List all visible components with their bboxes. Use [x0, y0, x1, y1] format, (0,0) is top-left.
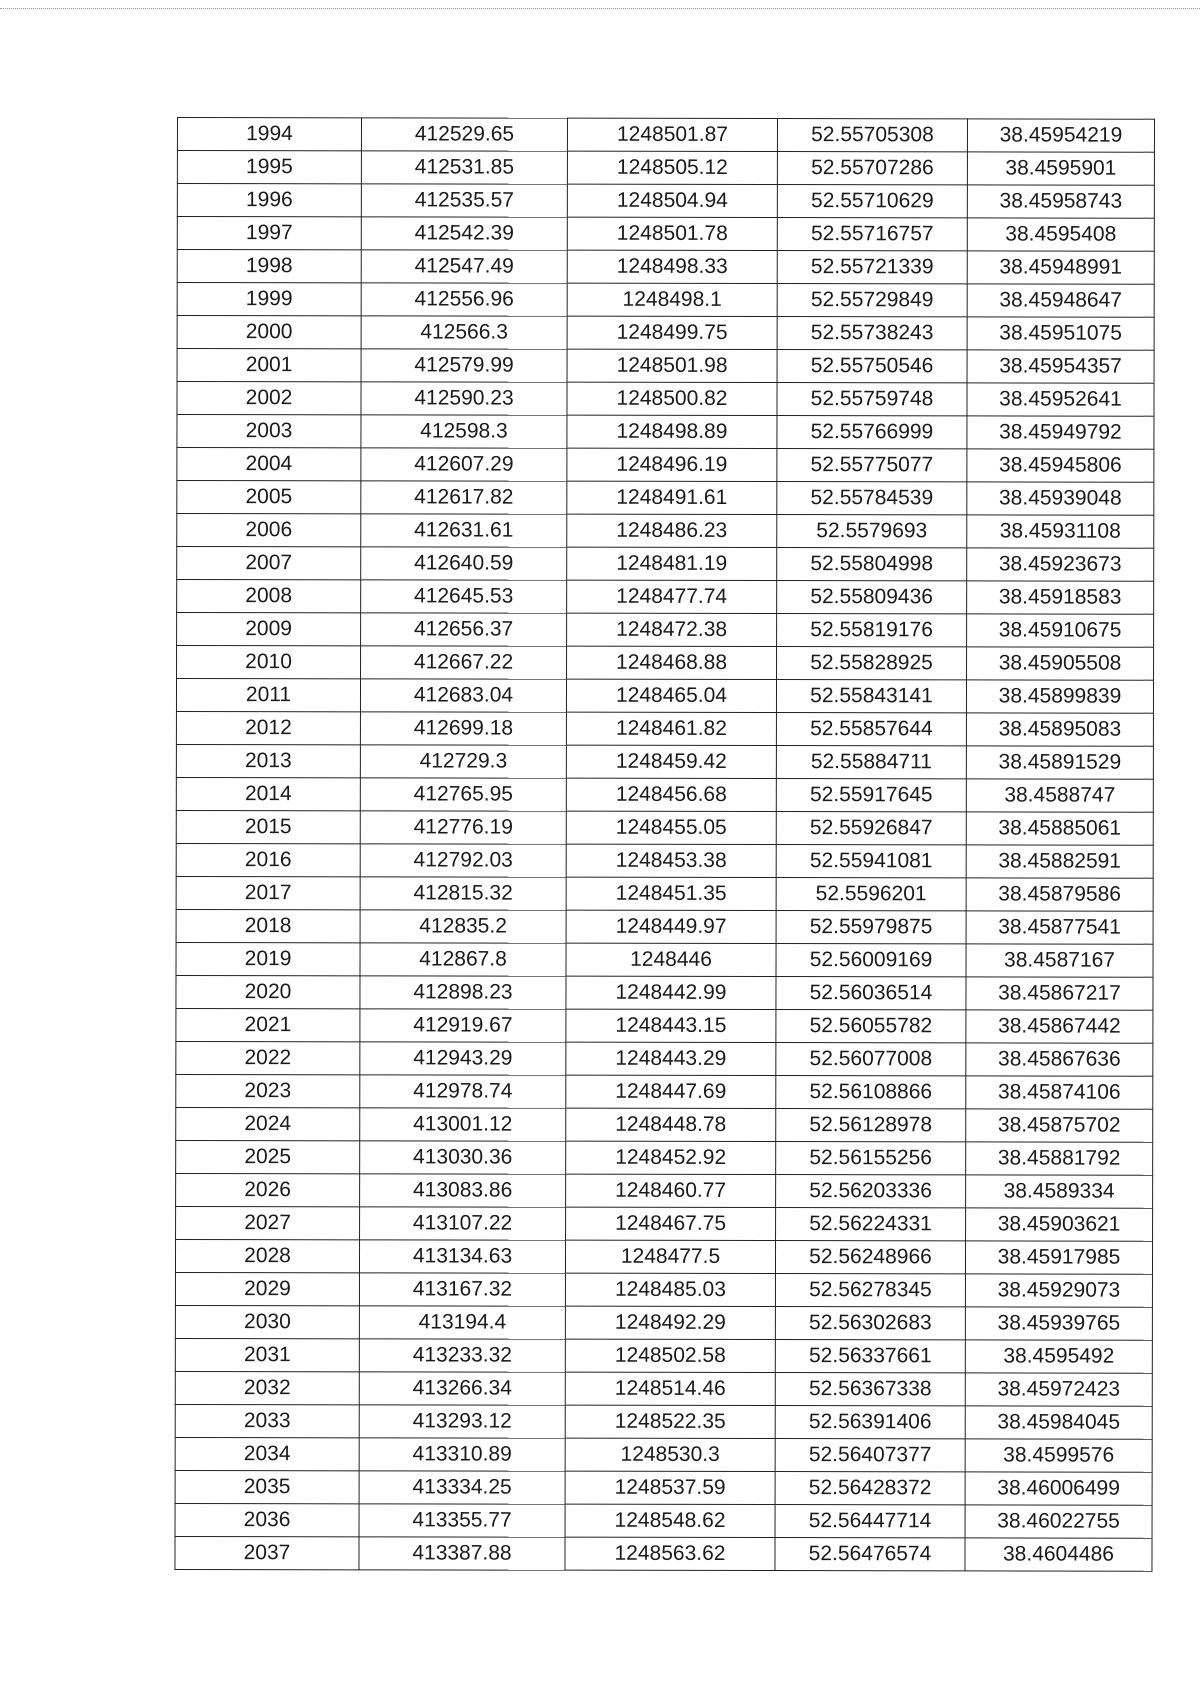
- year-cell: 2017: [176, 876, 360, 909]
- year-cell: 2031: [175, 1338, 359, 1371]
- year-cell: 2006: [177, 514, 361, 547]
- longitude-cell: 38.45867217: [966, 977, 1153, 1010]
- northing-cell: 1248492.29: [565, 1306, 775, 1339]
- year-cell: 2005: [177, 481, 361, 514]
- northing-cell: 1248496.19: [567, 448, 777, 481]
- northing-cell: 1248443.15: [566, 1009, 776, 1042]
- latitude-cell: 52.56278345: [775, 1274, 965, 1307]
- longitude-cell: 38.4588747: [966, 779, 1153, 812]
- easting-cell: 413293.12: [359, 1405, 565, 1438]
- latitude-cell: 52.55707286: [777, 152, 967, 185]
- northing-cell: 1248465.04: [566, 679, 776, 712]
- northing-cell: 1248477.5: [565, 1240, 775, 1273]
- easting-cell: 412556.96: [361, 283, 567, 316]
- easting-cell: 413167.32: [359, 1273, 565, 1306]
- longitude-cell: 38.45954219: [967, 119, 1154, 152]
- easting-cell: 412776.19: [360, 811, 566, 844]
- longitude-cell: 38.45972423: [965, 1373, 1152, 1406]
- longitude-cell: 38.45945806: [967, 449, 1154, 482]
- longitude-cell: 38.4595492: [965, 1340, 1152, 1373]
- table-row: [175, 1437, 1152, 1472]
- longitude-cell: 38.4589334: [966, 1175, 1153, 1208]
- northing-cell: 1248452.92: [566, 1141, 776, 1174]
- easting-cell: 413030.36: [360, 1141, 566, 1174]
- longitude-cell: 38.45952641: [967, 383, 1154, 416]
- latitude-cell: 52.56248966: [775, 1241, 965, 1274]
- northing-cell: 1248472.38: [567, 613, 777, 646]
- northing-cell: 1248481.19: [567, 547, 777, 580]
- longitude-cell: 38.45958743: [967, 185, 1154, 218]
- table-row: [177, 547, 1154, 582]
- northing-cell: 1248563.62: [565, 1537, 775, 1570]
- year-cell: 2012: [176, 711, 360, 744]
- year-cell: 2029: [175, 1272, 359, 1305]
- northing-cell: 1248491.61: [567, 481, 777, 514]
- table-row: [175, 1305, 1152, 1340]
- table-row: [175, 1338, 1152, 1373]
- latitude-cell: 52.56337661: [775, 1340, 965, 1373]
- coordinate-table: [174, 117, 1155, 1572]
- easting-cell: 412645.53: [361, 580, 567, 613]
- latitude-cell: 52.55750546: [777, 350, 967, 383]
- table-row: [176, 1008, 1153, 1043]
- longitude-cell: 38.45939765: [965, 1307, 1152, 1340]
- latitude-cell: 52.56108866: [776, 1076, 966, 1109]
- latitude-cell: 52.56407377: [775, 1439, 965, 1472]
- northing-cell: 1248448.78: [566, 1108, 776, 1141]
- longitude-cell: 38.46022755: [965, 1505, 1152, 1538]
- longitude-cell: 38.4595408: [967, 218, 1154, 251]
- year-cell: 2002: [177, 382, 361, 415]
- year-cell: 2007: [177, 547, 361, 580]
- table-row: [176, 942, 1153, 977]
- year-cell: 2013: [176, 744, 360, 777]
- year-cell: 1998: [177, 250, 361, 283]
- year-cell: 2021: [176, 1008, 360, 1041]
- table-row: [177, 580, 1154, 615]
- latitude-cell: 52.55710629: [777, 185, 967, 218]
- easting-cell: 413334.25: [359, 1471, 565, 1504]
- easting-cell: 412699.18: [360, 712, 566, 745]
- latitude-cell: 52.55784539: [777, 482, 967, 515]
- latitude-cell: 52.56447714: [775, 1505, 965, 1538]
- northing-cell: 1248501.87: [567, 118, 777, 151]
- easting-cell: 412598.3: [361, 415, 567, 448]
- northing-cell: 1248442.99: [566, 976, 776, 1009]
- latitude-cell: 52.56203336: [776, 1175, 966, 1208]
- year-cell: 2023: [176, 1074, 360, 1107]
- scan-edge-line: [0, 8, 1200, 9]
- year-cell: 2037: [175, 1536, 359, 1569]
- latitude-cell: 52.56428372: [775, 1472, 965, 1505]
- latitude-cell: 52.55775077: [777, 449, 967, 482]
- longitude-cell: 38.45918583: [967, 581, 1154, 614]
- northing-cell: 1248451.35: [566, 877, 776, 910]
- latitude-cell: 52.55941081: [776, 845, 966, 878]
- northing-cell: 1248501.98: [567, 349, 777, 382]
- latitude-cell: 52.55828925: [777, 647, 967, 680]
- latitude-cell: 52.55721339: [777, 251, 967, 284]
- northing-cell: 1248453.38: [566, 844, 776, 877]
- easting-cell: 413355.77: [359, 1504, 565, 1537]
- table-row: [176, 810, 1153, 845]
- easting-cell: 412815.32: [360, 877, 566, 910]
- latitude-cell: 52.55759748: [777, 383, 967, 416]
- longitude-cell: 38.45882591: [966, 845, 1153, 878]
- longitude-cell: 38.4587167: [966, 944, 1153, 977]
- easting-cell: 412667.22: [361, 646, 567, 679]
- easting-cell: 413233.32: [359, 1339, 565, 1372]
- table-row: [177, 514, 1154, 549]
- table-row: [177, 415, 1154, 450]
- longitude-cell: 38.46006499: [965, 1472, 1152, 1505]
- northing-cell: 1248460.77: [566, 1174, 776, 1207]
- latitude-cell: 52.56036514: [776, 977, 966, 1010]
- year-cell: 2024: [176, 1107, 360, 1140]
- coordinate-table-body: [175, 118, 1155, 1572]
- longitude-cell: 38.45929073: [965, 1274, 1152, 1307]
- year-cell: 2035: [175, 1470, 359, 1503]
- northing-cell: 1248502.58: [565, 1339, 775, 1372]
- year-cell: 2011: [176, 679, 360, 712]
- northing-cell: 1248485.03: [565, 1273, 775, 1306]
- table-row: [176, 744, 1153, 779]
- northing-cell: 1248548.62: [565, 1504, 775, 1537]
- easting-cell: 412765.95: [360, 778, 566, 811]
- latitude-cell: 52.55738243: [777, 317, 967, 350]
- year-cell: 2032: [175, 1371, 359, 1404]
- northing-cell: 1248498.33: [567, 250, 777, 283]
- northing-cell: 1248500.82: [567, 382, 777, 415]
- table-row: [177, 349, 1154, 384]
- northing-cell: 1248530.3: [565, 1438, 775, 1471]
- northing-cell: 1248486.23: [567, 514, 777, 547]
- latitude-cell: 52.55766999: [777, 416, 967, 449]
- easting-cell: 413001.12: [360, 1108, 566, 1141]
- year-cell: 2014: [176, 777, 360, 810]
- longitude-cell: 38.45948991: [967, 251, 1154, 284]
- year-cell: 2022: [176, 1041, 360, 1074]
- longitude-cell: 38.4595901: [967, 152, 1154, 185]
- easting-cell: 412792.03: [360, 844, 566, 877]
- year-cell: 2019: [176, 942, 360, 975]
- table-row: [176, 1041, 1153, 1076]
- latitude-cell: 52.55926847: [776, 812, 966, 845]
- year-cell: 2030: [175, 1305, 359, 1338]
- easting-cell: 413107.22: [360, 1207, 566, 1240]
- longitude-cell: 38.45877541: [966, 911, 1153, 944]
- easting-cell: 413194.4: [359, 1306, 565, 1339]
- year-cell: 1996: [177, 184, 361, 217]
- northing-cell: 1248449.97: [566, 910, 776, 943]
- table-row: [177, 217, 1154, 252]
- year-cell: 2034: [175, 1437, 359, 1470]
- longitude-cell: 38.45881792: [966, 1142, 1153, 1175]
- table-row: [175, 1470, 1152, 1505]
- easting-cell: 412729.3: [360, 745, 566, 778]
- easting-cell: 412867.8: [360, 943, 566, 976]
- northing-cell: 1248504.94: [567, 184, 777, 217]
- table-row: [176, 777, 1153, 812]
- table-row: [177, 118, 1154, 153]
- easting-cell: 413310.89: [359, 1438, 565, 1471]
- latitude-cell: 52.56302683: [775, 1307, 965, 1340]
- latitude-cell: 52.5596201: [776, 878, 966, 911]
- table-row: [177, 250, 1154, 285]
- longitude-cell: 38.45879586: [966, 878, 1153, 911]
- northing-cell: 1248522.35: [565, 1405, 775, 1438]
- year-cell: 2027: [176, 1206, 360, 1239]
- longitude-cell: 38.45903621: [966, 1208, 1153, 1241]
- table-row: [176, 909, 1153, 944]
- longitude-cell: 38.45910675: [967, 614, 1154, 647]
- easting-cell: 412683.04: [360, 679, 566, 712]
- northing-cell: 1248459.42: [566, 745, 776, 778]
- year-cell: 2033: [175, 1404, 359, 1437]
- latitude-cell: 52.55917645: [776, 779, 966, 812]
- northing-cell: 1248499.75: [567, 316, 777, 349]
- latitude-cell: 52.55979875: [776, 911, 966, 944]
- year-cell: 1997: [177, 217, 361, 250]
- table-row: [177, 613, 1154, 648]
- latitude-cell: 52.56128978: [776, 1109, 966, 1142]
- northing-cell: 1248455.05: [566, 811, 776, 844]
- year-cell: 2028: [175, 1239, 359, 1272]
- longitude-cell: 38.45951075: [967, 317, 1154, 350]
- table-row: [175, 1536, 1152, 1571]
- longitude-cell: 38.45931108: [967, 515, 1154, 548]
- year-cell: 2025: [176, 1140, 360, 1173]
- latitude-cell: 52.55857644: [776, 713, 966, 746]
- latitude-cell: 52.56009169: [776, 944, 966, 977]
- table-row: [176, 1206, 1153, 1241]
- easting-cell: 412542.39: [361, 217, 567, 250]
- easting-cell: 412535.57: [361, 184, 567, 217]
- year-cell: 2000: [177, 316, 361, 349]
- year-cell: 2018: [176, 909, 360, 942]
- year-cell: 1994: [177, 118, 361, 151]
- table-row: [177, 316, 1154, 351]
- longitude-cell: 38.45867442: [966, 1010, 1153, 1043]
- northing-cell: 1248446: [566, 943, 776, 976]
- northing-cell: 1248443.29: [566, 1042, 776, 1075]
- northing-cell: 1248537.59: [565, 1471, 775, 1504]
- easting-cell: 412547.49: [361, 250, 567, 283]
- easting-cell: 412943.29: [360, 1042, 566, 1075]
- northing-cell: 1248477.74: [567, 580, 777, 613]
- longitude-cell: 38.4599576: [965, 1439, 1152, 1472]
- longitude-cell: 38.45939048: [967, 482, 1154, 515]
- northing-cell: 1248498.1: [567, 283, 777, 316]
- table-row: [175, 1371, 1152, 1406]
- table-row: [177, 481, 1154, 516]
- table-row: [175, 1239, 1152, 1274]
- table-row: [176, 876, 1153, 911]
- longitude-cell: 38.45891529: [966, 746, 1153, 779]
- easting-cell: 412590.23: [361, 382, 567, 415]
- longitude-cell: 38.45923673: [967, 548, 1154, 581]
- easting-cell: 412579.99: [361, 349, 567, 382]
- latitude-cell: 52.56224331: [776, 1208, 966, 1241]
- table-row: [175, 1272, 1152, 1307]
- latitude-cell: 52.56476574: [775, 1538, 965, 1571]
- longitude-cell: 38.45874106: [966, 1076, 1153, 1109]
- latitude-cell: 52.55809436: [777, 581, 967, 614]
- year-cell: 2008: [177, 580, 361, 613]
- table-row: [175, 1404, 1152, 1439]
- latitude-cell: 52.5579693: [777, 515, 967, 548]
- year-cell: 2020: [176, 975, 360, 1008]
- northing-cell: 1248501.78: [567, 217, 777, 250]
- longitude-cell: 38.45984045: [965, 1406, 1152, 1439]
- latitude-cell: 52.56391406: [775, 1406, 965, 1439]
- table-row: [176, 1074, 1153, 1109]
- table-row: [177, 646, 1154, 681]
- longitude-cell: 38.45948647: [967, 284, 1154, 317]
- longitude-cell: 38.45905508: [967, 647, 1154, 680]
- coordinate-table-container: [174, 117, 1154, 1572]
- table-row: [177, 151, 1154, 186]
- table-row: [175, 1503, 1152, 1538]
- table-row: [176, 843, 1153, 878]
- latitude-cell: 52.56367338: [775, 1373, 965, 1406]
- longitude-cell: 38.45867636: [966, 1043, 1153, 1076]
- northing-cell: 1248468.88: [567, 646, 777, 679]
- latitude-cell: 52.55729849: [777, 284, 967, 317]
- table-row: [176, 1107, 1153, 1142]
- easting-cell: 413387.88: [359, 1537, 565, 1570]
- latitude-cell: 52.55716757: [777, 218, 967, 251]
- longitude-cell: 38.45895083: [966, 713, 1153, 746]
- table-row: [176, 975, 1153, 1010]
- latitude-cell: 52.56055782: [776, 1010, 966, 1043]
- table-row: [177, 448, 1154, 483]
- northing-cell: 1248505.12: [567, 151, 777, 184]
- easting-cell: 412640.59: [361, 547, 567, 580]
- northing-cell: 1248514.46: [565, 1372, 775, 1405]
- northing-cell: 1248498.89: [567, 415, 777, 448]
- latitude-cell: 52.55819176: [777, 614, 967, 647]
- latitude-cell: 52.56155256: [776, 1142, 966, 1175]
- easting-cell: 412531.85: [361, 151, 567, 184]
- longitude-cell: 38.45899839: [966, 680, 1153, 713]
- easting-cell: 412566.3: [361, 316, 567, 349]
- latitude-cell: 52.55884711: [776, 746, 966, 779]
- easting-cell: 412607.29: [361, 448, 567, 481]
- easting-cell: 412631.61: [361, 514, 567, 547]
- longitude-cell: 38.45949792: [967, 416, 1154, 449]
- longitude-cell: 38.45954357: [967, 350, 1154, 383]
- easting-cell: 413134.63: [359, 1240, 565, 1273]
- easting-cell: 412898.23: [360, 976, 566, 1009]
- year-cell: 2036: [175, 1503, 359, 1536]
- table-row: [177, 184, 1154, 219]
- northing-cell: 1248461.82: [566, 712, 776, 745]
- easting-cell: 412656.37: [361, 613, 567, 646]
- longitude-cell: 38.45875702: [966, 1109, 1153, 1142]
- northing-cell: 1248467.75: [566, 1207, 776, 1240]
- longitude-cell: 38.45917985: [965, 1241, 1152, 1274]
- year-cell: 2010: [177, 646, 361, 679]
- year-cell: 2015: [176, 810, 360, 843]
- table-row: [176, 1140, 1153, 1175]
- year-cell: 1999: [177, 283, 361, 316]
- easting-cell: 412978.74: [360, 1075, 566, 1108]
- table-row: [176, 1173, 1153, 1208]
- year-cell: 1995: [177, 151, 361, 184]
- easting-cell: 412617.82: [361, 481, 567, 514]
- longitude-cell: 38.4604486: [965, 1538, 1152, 1571]
- table-row: [176, 679, 1153, 714]
- table-row: [177, 382, 1154, 417]
- year-cell: 2026: [176, 1173, 360, 1206]
- easting-cell: 412835.2: [360, 910, 566, 943]
- northing-cell: 1248456.68: [566, 778, 776, 811]
- year-cell: 2004: [177, 448, 361, 481]
- easting-cell: 412529.65: [361, 118, 567, 151]
- easting-cell: 412919.67: [360, 1009, 566, 1042]
- year-cell: 2016: [176, 843, 360, 876]
- latitude-cell: 52.56077008: [776, 1043, 966, 1076]
- latitude-cell: 52.55705308: [777, 119, 967, 152]
- easting-cell: 413083.86: [360, 1174, 566, 1207]
- northing-cell: 1248447.69: [566, 1075, 776, 1108]
- year-cell: 2003: [177, 415, 361, 448]
- easting-cell: 413266.34: [359, 1372, 565, 1405]
- year-cell: 2001: [177, 349, 361, 382]
- latitude-cell: 52.55804998: [777, 548, 967, 581]
- latitude-cell: 52.55843141: [776, 680, 966, 713]
- longitude-cell: 38.45885061: [966, 812, 1153, 845]
- table-row: [177, 283, 1154, 318]
- table-row: [176, 711, 1153, 746]
- year-cell: 2009: [177, 613, 361, 646]
